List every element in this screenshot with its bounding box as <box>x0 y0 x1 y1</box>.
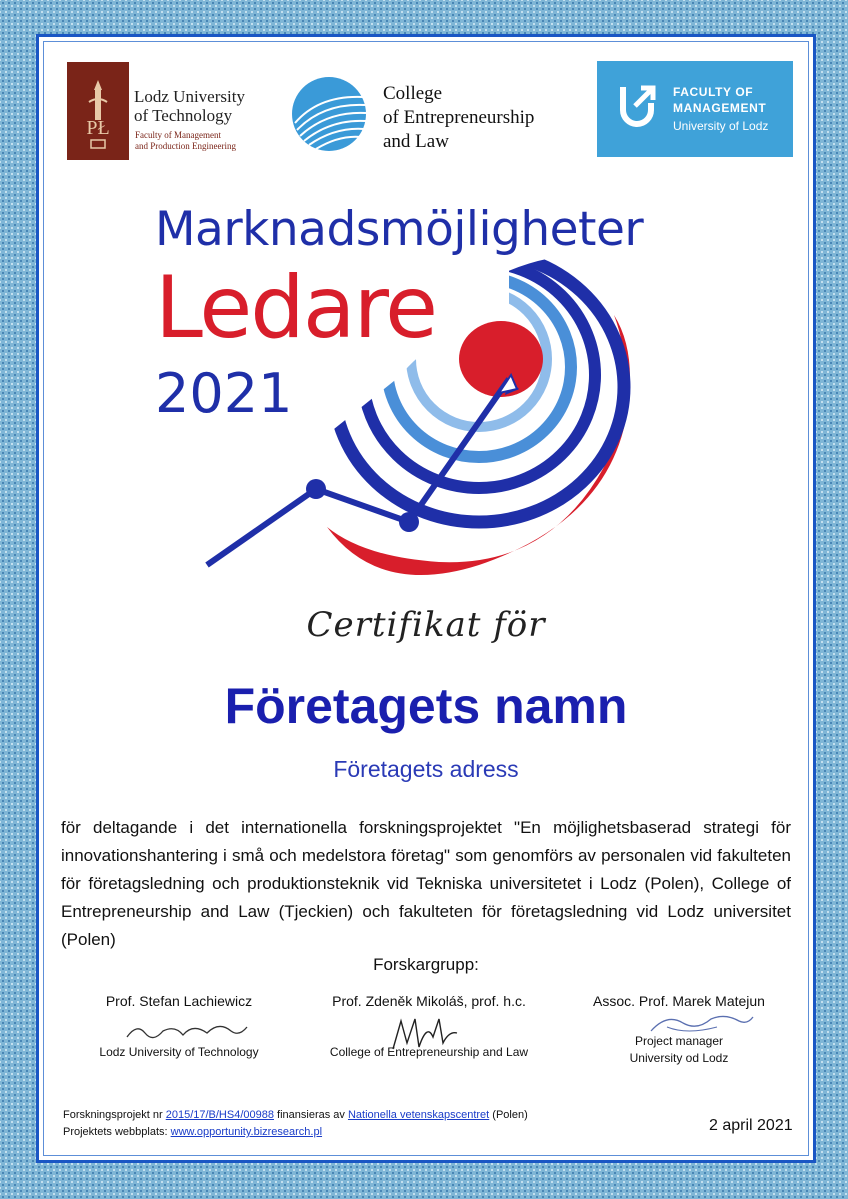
lodz-tech-faculty-line2: and Production Engineering <box>135 141 236 151</box>
signature-3-icon <box>647 1009 757 1037</box>
logo-title-line1: Marknadsmöjligheter <box>155 202 644 257</box>
signatory-2 <box>319 993 539 1009</box>
footer-funded-by: finansieras av <box>277 1109 345 1121</box>
logo-title-line2: Ledare <box>155 258 436 358</box>
project-number-link[interactable]: 2015/17/B/HS4/00988 <box>165 1109 274 1121</box>
signatory-3 <box>579 993 779 1009</box>
torch-emblem-icon <box>67 62 129 160</box>
footer-project-line <box>63 1109 528 1121</box>
certificate-page <box>36 34 816 1163</box>
faculty-management-logo <box>597 61 793 157</box>
certificate-body: för deltagande i det internationella forskningsprojektet "En möjlighetsbaserad strategi för innovationshantering i små och medelstora företag" som genomförs av personalen vid fakulteten för företagsledning och produktionsteknik vid Tekniska universitetet i Lodz (Polen), College of Entrepreneurship and Law (Tjeckien) och fakulteten för företagsledning vid Lodz universitet (Polen) <box>61 818 791 949</box>
signatory-3-role: Project manager <box>634 1034 724 1048</box>
research-group-label: Forskargrupp: <box>373 955 479 974</box>
u-arrow-icon <box>617 84 657 130</box>
signatory-1-affiliation: Lodz University of Technology <box>99 1045 259 1059</box>
signatory-1 <box>79 993 279 1009</box>
signatory-1-name: Prof. Stefan Lachiewicz <box>105 993 253 1009</box>
faculty-line1: FACULTY OF <box>673 85 754 99</box>
lodz-tech-faculty-line1: Faculty of Management <box>135 130 221 140</box>
signature-1-icon <box>123 1013 253 1045</box>
signatory-3-name: Assoc. Prof. Marek Matejun <box>593 993 765 1009</box>
signatory-2-affiliation: College of Entrepreneurship and Law <box>329 1045 529 1059</box>
signatory-3-affiliation: University od Lodz <box>629 1051 729 1065</box>
emblem-letters: PŁ <box>86 117 110 139</box>
logo-year: 2021 <box>155 362 293 425</box>
college-swirl-icon <box>289 75 369 153</box>
faculty-line2: MANAGEMENT <box>673 101 767 115</box>
lodz-tech-emblem <box>67 62 129 160</box>
college-name-line1: College <box>383 83 443 104</box>
signatory-2-name: Prof. Zdeněk Mikoláš, prof. h.c. <box>332 993 526 1009</box>
lodz-tech-name-line1: Lodz University <box>134 87 245 106</box>
faculty-line3: University of Lodz <box>673 119 769 133</box>
footer-website-label: Projektets webbplats: <box>63 1126 168 1138</box>
college-name-line2: of Entrepreneurship <box>383 107 535 128</box>
footer-project-prefix: Forskningsprojekt nr <box>63 1109 163 1121</box>
footer-website-line <box>63 1126 322 1138</box>
website-link[interactable]: www.opportunity.bizresearch.pl <box>170 1126 323 1138</box>
company-name: Företagets namn <box>224 678 628 734</box>
certificate-date: 2 april 2021 <box>709 1117 793 1134</box>
company-address: Företagets adress <box>333 756 519 782</box>
college-name-line3: and Law <box>383 131 449 152</box>
certificate-heading: Certifikat för <box>306 605 546 645</box>
footer-funder-suffix: (Polen) <box>492 1109 528 1121</box>
lodz-tech-name-line2: of Technology <box>134 106 233 125</box>
funder-link[interactable]: Nationella vetenskapscentret <box>347 1109 490 1121</box>
